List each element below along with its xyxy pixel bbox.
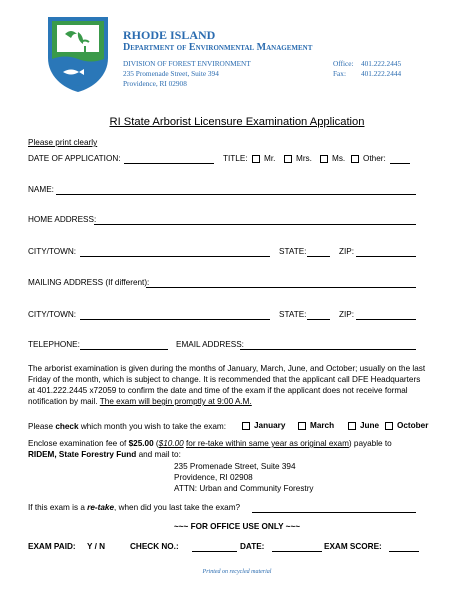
retake-question bbox=[28, 502, 240, 513]
exam-score-label: EXAM SCORE: bbox=[324, 542, 382, 551]
fee-text-c: for re-take within same year as original exam bbox=[185, 439, 349, 448]
mailing-zip-label: ZIP: bbox=[339, 310, 355, 319]
zip-label: ZIP: bbox=[339, 247, 355, 256]
fee-text-d: ) payable to bbox=[348, 439, 392, 448]
retake-suffix: , when did you last take the exam? bbox=[114, 503, 241, 512]
retake-emph: re-take bbox=[87, 503, 115, 512]
telephone-field[interactable] bbox=[80, 349, 168, 350]
ri-dem-seal-icon bbox=[45, 14, 111, 94]
org-name-line1: RHODE ISLAND bbox=[123, 28, 216, 42]
office-phone: 401.222.2445 bbox=[361, 59, 402, 68]
info-line-3: at 401.222.2445 x72059 to confirm the date and time of the exam if the applicant does not receive formal bbox=[28, 386, 408, 395]
city-field[interactable] bbox=[80, 256, 270, 257]
mail-address-2: Providence, RI 02908 bbox=[174, 473, 253, 482]
mailing-address-field[interactable] bbox=[146, 287, 416, 288]
month-march-checkbox[interactable] bbox=[298, 422, 306, 430]
date-label: DATE OF APPLICATION: bbox=[28, 154, 121, 163]
form-title: RI State Arborist Licensure Examination Application bbox=[109, 116, 365, 128]
exam-paid-label: EXAM PAID: bbox=[28, 542, 76, 551]
title-other-label: Other: bbox=[363, 154, 386, 163]
telephone-label: TELEPHONE: bbox=[28, 340, 80, 349]
month-june-checkbox[interactable] bbox=[348, 422, 356, 430]
title-mrs-checkbox[interactable] bbox=[284, 155, 292, 163]
office-date-field[interactable] bbox=[272, 551, 322, 552]
division-name: DIVISION OF FOREST ENVIRONMENT bbox=[123, 59, 251, 68]
month-prompt-prefix: Please bbox=[28, 422, 54, 431]
check-no-field[interactable] bbox=[192, 551, 237, 552]
info-start-time: The exam will begin promptly at 9:00 A.M. bbox=[99, 397, 252, 406]
fee-text-b: ( bbox=[155, 439, 159, 448]
month-june-label: June bbox=[360, 421, 380, 430]
info-line-2: Friday of the month, which is subject to change. It is recommended that the applicant call DFE Headquarters bbox=[28, 375, 421, 384]
exam-paid-yn: Y / N bbox=[87, 542, 106, 551]
month-january-checkbox[interactable] bbox=[242, 422, 250, 430]
mailing-state-label: STATE: bbox=[279, 310, 307, 319]
title-ms-label: Ms. bbox=[332, 154, 346, 163]
office-date-label: DATE: bbox=[240, 542, 265, 551]
fee-amount: $25.00 bbox=[128, 439, 154, 448]
month-prompt-suffix: which month you wish to take the exam: bbox=[80, 422, 227, 431]
retake-prefix: If this exam is a bbox=[28, 503, 85, 512]
home-address-field[interactable] bbox=[94, 224, 416, 225]
month-october-label: October bbox=[397, 421, 429, 430]
title-other-checkbox[interactable] bbox=[351, 155, 359, 163]
info-line-1: The arborist examination is given during the months of January, March, June, and October; usually on the last bbox=[28, 364, 426, 373]
print-clearly-note: Please print clearly bbox=[28, 138, 98, 147]
zip-field[interactable] bbox=[356, 256, 416, 257]
fee-payee: RIDEM, State Forestry Fund bbox=[28, 450, 137, 459]
header-address-2: Providence, RI 02908 bbox=[123, 79, 187, 88]
fee-mail-to: and mail to: bbox=[138, 450, 181, 459]
state-label: STATE: bbox=[279, 247, 307, 256]
month-october-checkbox[interactable] bbox=[385, 422, 393, 430]
email-field[interactable] bbox=[240, 349, 416, 350]
mailing-address-label: MAILING ADDRESS (If different): bbox=[28, 278, 150, 287]
mailing-zip-field[interactable] bbox=[356, 319, 416, 320]
name-field[interactable] bbox=[56, 194, 416, 195]
check-no-label: CHECK NO.: bbox=[130, 542, 179, 551]
fee-line-2 bbox=[28, 449, 181, 460]
month-march-label: March bbox=[310, 421, 335, 430]
mailing-city-label: CITY/TOWN: bbox=[28, 310, 77, 319]
header-address-1: 235 Promenade Street, Suite 394 bbox=[123, 69, 219, 78]
title-mr-label: Mr. bbox=[264, 154, 276, 163]
office-label: Office: bbox=[333, 59, 354, 68]
name-label: NAME: bbox=[28, 185, 54, 194]
title-label: TITLE: bbox=[223, 154, 248, 163]
month-prompt bbox=[28, 421, 226, 432]
mail-address-3: ATTN: Urban and Community Forestry bbox=[174, 484, 314, 493]
title-mrs-label: Mrs. bbox=[296, 154, 312, 163]
exam-score-field[interactable] bbox=[389, 551, 419, 552]
state-field[interactable] bbox=[307, 256, 330, 257]
fee-line-1 bbox=[28, 438, 392, 449]
date-field[interactable] bbox=[124, 163, 214, 164]
email-label: EMAIL ADDRESS: bbox=[176, 340, 244, 349]
title-ms-checkbox[interactable] bbox=[320, 155, 328, 163]
info-notification: notification by mail. bbox=[28, 397, 98, 406]
title-mr-checkbox[interactable] bbox=[252, 155, 260, 163]
office-use-heading: ~~~ FOR OFFICE USE ONLY ~~~ bbox=[173, 522, 301, 531]
retake-fee-amount: $10.00 bbox=[158, 439, 184, 448]
fax-phone: 401.222.2444 bbox=[361, 69, 402, 78]
retake-field[interactable] bbox=[252, 512, 416, 513]
month-prompt-check: check bbox=[55, 422, 79, 431]
month-january-label: January bbox=[254, 421, 286, 430]
recycled-note: Printed on recycled material bbox=[202, 569, 272, 575]
mailing-state-field[interactable] bbox=[307, 319, 330, 320]
city-label: CITY/TOWN: bbox=[28, 247, 77, 256]
info-line-4 bbox=[28, 396, 252, 407]
mailing-city-field[interactable] bbox=[80, 319, 270, 320]
org-name-line2: Department of Environmental Management bbox=[123, 42, 313, 53]
fee-text-a: Enclose examination fee of bbox=[28, 439, 127, 448]
mail-address-1: 235 Promenade Street, Suite 394 bbox=[174, 462, 296, 471]
title-other-field[interactable] bbox=[390, 163, 410, 164]
home-address-label: HOME ADDRESS: bbox=[28, 215, 97, 224]
fax-label: Fax: bbox=[333, 69, 346, 78]
